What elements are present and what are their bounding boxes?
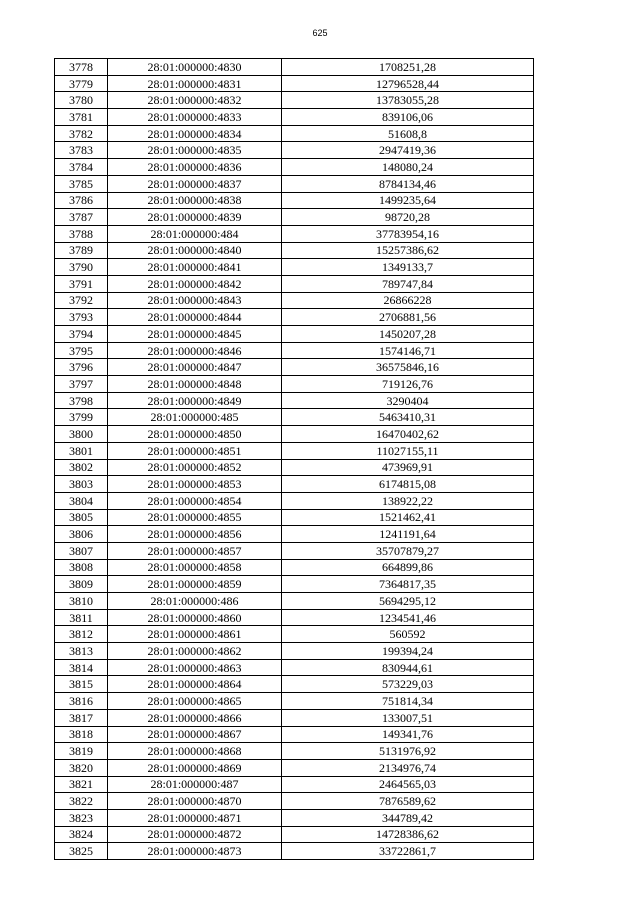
cadastral-number-cell: 28:01:000000:4855 xyxy=(108,509,282,526)
value-cell: 5131976,92 xyxy=(282,743,534,760)
table-row xyxy=(55,242,534,259)
row-number-cell: 3791 xyxy=(55,275,108,292)
cadastral-number-cell: 28:01:000000:4864 xyxy=(108,676,282,693)
cadastral-number-cell: 28:01:000000:487 xyxy=(108,776,282,793)
value-cell: 6174815,08 xyxy=(282,476,534,493)
table-row xyxy=(55,576,534,593)
value-cell: 1708251,28 xyxy=(282,59,534,76)
cadastral-number-cell: 28:01:000000:4856 xyxy=(108,526,282,543)
table-row xyxy=(55,259,534,276)
value-cell: 719126,76 xyxy=(282,376,534,393)
row-number-cell: 3813 xyxy=(55,643,108,660)
value-cell: 16470402,62 xyxy=(282,426,534,443)
table-row xyxy=(55,275,534,292)
table-row xyxy=(55,442,534,459)
cadastral-number-cell: 28:01:000000:4835 xyxy=(108,142,282,159)
cadastral-number-cell: 28:01:000000:4871 xyxy=(108,809,282,826)
table-row xyxy=(55,326,534,343)
row-number-cell: 3821 xyxy=(55,776,108,793)
table-row xyxy=(55,426,534,443)
table-row xyxy=(55,809,534,826)
cadastral-number-cell: 28:01:000000:4848 xyxy=(108,376,282,393)
table-row xyxy=(55,676,534,693)
value-cell: 1241191,64 xyxy=(282,526,534,543)
value-cell: 1574146,71 xyxy=(282,342,534,359)
row-number-cell: 3786 xyxy=(55,192,108,209)
value-cell: 5463410,31 xyxy=(282,409,534,426)
cadastral-number-cell: 28:01:000000:4870 xyxy=(108,793,282,810)
value-cell: 15257386,62 xyxy=(282,242,534,259)
table-row xyxy=(55,743,534,760)
table-row xyxy=(55,125,534,142)
row-number-cell: 3796 xyxy=(55,359,108,376)
row-number-cell: 3816 xyxy=(55,693,108,710)
cadastral-number-cell: 28:01:000000:4832 xyxy=(108,92,282,109)
row-number-cell: 3812 xyxy=(55,626,108,643)
cadastral-number-cell: 28:01:000000:4869 xyxy=(108,759,282,776)
row-number-cell: 3817 xyxy=(55,709,108,726)
cadastral-number-cell: 28:01:000000:4843 xyxy=(108,292,282,309)
row-number-cell: 3799 xyxy=(55,409,108,426)
value-cell: 26866228 xyxy=(282,292,534,309)
value-cell: 664899,86 xyxy=(282,559,534,576)
cadastral-number-cell: 28:01:000000:4859 xyxy=(108,576,282,593)
cadastral-number-cell: 28:01:000000:4830 xyxy=(108,59,282,76)
row-number-cell: 3806 xyxy=(55,526,108,543)
table-row xyxy=(55,609,534,626)
cadastral-number-cell: 28:01:000000:4872 xyxy=(108,826,282,843)
table-row xyxy=(55,476,534,493)
row-number-cell: 3824 xyxy=(55,826,108,843)
row-number-cell: 3801 xyxy=(55,442,108,459)
value-cell: 839106,06 xyxy=(282,109,534,126)
table-row xyxy=(55,659,534,676)
cadastral-number-cell: 28:01:000000:4862 xyxy=(108,643,282,660)
row-number-cell: 3785 xyxy=(55,175,108,192)
row-number-cell: 3778 xyxy=(55,59,108,76)
cadastral-number-cell: 28:01:000000:4840 xyxy=(108,242,282,259)
table-body xyxy=(55,59,534,860)
value-cell: 3290404 xyxy=(282,392,534,409)
value-cell: 5694295,12 xyxy=(282,593,534,610)
row-number-cell: 3788 xyxy=(55,225,108,242)
value-cell: 98720,28 xyxy=(282,209,534,226)
cadastral-number-cell: 28:01:000000:4834 xyxy=(108,125,282,142)
table-row xyxy=(55,159,534,176)
table-row xyxy=(55,209,534,226)
cadastral-number-cell: 28:01:000000:4844 xyxy=(108,309,282,326)
table-row xyxy=(55,342,534,359)
row-number-cell: 3780 xyxy=(55,92,108,109)
value-cell: 1499235,64 xyxy=(282,192,534,209)
value-cell: 138922,22 xyxy=(282,492,534,509)
value-cell: 2134976,74 xyxy=(282,759,534,776)
cadastral-number-cell: 28:01:000000:4849 xyxy=(108,392,282,409)
row-number-cell: 3818 xyxy=(55,726,108,743)
table-row xyxy=(55,175,534,192)
table-row xyxy=(55,142,534,159)
cadastral-number-cell: 28:01:000000:4857 xyxy=(108,542,282,559)
row-number-cell: 3810 xyxy=(55,593,108,610)
value-cell: 35707879,27 xyxy=(282,542,534,559)
table-row xyxy=(55,559,534,576)
table-row xyxy=(55,292,534,309)
cadastral-number-cell: 28:01:000000:4868 xyxy=(108,743,282,760)
row-number-cell: 3797 xyxy=(55,376,108,393)
row-number-cell: 3802 xyxy=(55,459,108,476)
cadastral-number-cell: 28:01:000000:484 xyxy=(108,225,282,242)
row-number-cell: 3815 xyxy=(55,676,108,693)
row-number-cell: 3798 xyxy=(55,392,108,409)
table-row xyxy=(55,392,534,409)
cadastral-number-cell: 28:01:000000:4851 xyxy=(108,442,282,459)
value-cell: 2464565,03 xyxy=(282,776,534,793)
value-cell: 473969,91 xyxy=(282,459,534,476)
value-cell: 1521462,41 xyxy=(282,509,534,526)
cadastral-number-cell: 28:01:000000:4845 xyxy=(108,326,282,343)
value-cell: 751814,34 xyxy=(282,693,534,710)
value-cell: 344789,42 xyxy=(282,809,534,826)
cadastral-number-cell: 28:01:000000:4854 xyxy=(108,492,282,509)
value-cell: 12796528,44 xyxy=(282,75,534,92)
cadastral-number-cell: 28:01:000000:4850 xyxy=(108,426,282,443)
table-row xyxy=(55,793,534,810)
cadastral-number-cell: 28:01:000000:4842 xyxy=(108,275,282,292)
value-cell: 199394,24 xyxy=(282,643,534,660)
page-number: 625 xyxy=(312,28,328,38)
value-cell: 36575846,16 xyxy=(282,359,534,376)
value-cell: 7364817,35 xyxy=(282,576,534,593)
row-number-cell: 3789 xyxy=(55,242,108,259)
value-cell: 789747,84 xyxy=(282,275,534,292)
row-number-cell: 3790 xyxy=(55,259,108,276)
row-number-cell: 3794 xyxy=(55,326,108,343)
data-table xyxy=(54,58,534,860)
table-row xyxy=(55,192,534,209)
table-row xyxy=(55,92,534,109)
row-number-cell: 3795 xyxy=(55,342,108,359)
row-number-cell: 3800 xyxy=(55,426,108,443)
table-row xyxy=(55,726,534,743)
cadastral-number-cell: 28:01:000000:4841 xyxy=(108,259,282,276)
cadastral-number-cell: 28:01:000000:4863 xyxy=(108,659,282,676)
row-number-cell: 3825 xyxy=(55,843,108,860)
table-row xyxy=(55,459,534,476)
value-cell: 11027155,11 xyxy=(282,442,534,459)
cadastral-number-cell: 28:01:000000:4833 xyxy=(108,109,282,126)
row-number-cell: 3819 xyxy=(55,743,108,760)
value-cell: 1349133,7 xyxy=(282,259,534,276)
table-row xyxy=(55,109,534,126)
table-row xyxy=(55,826,534,843)
row-number-cell: 3822 xyxy=(55,793,108,810)
table-row xyxy=(55,843,534,860)
cadastral-number-cell: 28:01:000000:4873 xyxy=(108,843,282,860)
table-row xyxy=(55,376,534,393)
row-number-cell: 3803 xyxy=(55,476,108,493)
row-number-cell: 3820 xyxy=(55,759,108,776)
table-row xyxy=(55,359,534,376)
table-row xyxy=(55,759,534,776)
cadastral-number-cell: 28:01:000000:4846 xyxy=(108,342,282,359)
table-row xyxy=(55,309,534,326)
row-number-cell: 3809 xyxy=(55,576,108,593)
cadastral-number-cell: 28:01:000000:4866 xyxy=(108,709,282,726)
value-cell: 149341,76 xyxy=(282,726,534,743)
cadastral-number-cell: 28:01:000000:4853 xyxy=(108,476,282,493)
cadastral-number-cell: 28:01:000000:4858 xyxy=(108,559,282,576)
table-row xyxy=(55,776,534,793)
cadastral-number-cell: 28:01:000000:4861 xyxy=(108,626,282,643)
row-number-cell: 3792 xyxy=(55,292,108,309)
row-number-cell: 3787 xyxy=(55,209,108,226)
value-cell: 133007,51 xyxy=(282,709,534,726)
value-cell: 148080,24 xyxy=(282,159,534,176)
cadastral-number-cell: 28:01:000000:4847 xyxy=(108,359,282,376)
table-row xyxy=(55,59,534,76)
cadastral-number-cell: 28:01:000000:4839 xyxy=(108,209,282,226)
cadastral-number-cell: 28:01:000000:4860 xyxy=(108,609,282,626)
value-cell: 1450207,28 xyxy=(282,326,534,343)
cadastral-number-cell: 28:01:000000:485 xyxy=(108,409,282,426)
cadastral-number-cell: 28:01:000000:4852 xyxy=(108,459,282,476)
table-row xyxy=(55,409,534,426)
row-number-cell: 3805 xyxy=(55,509,108,526)
value-cell: 8784134,46 xyxy=(282,175,534,192)
value-cell: 51608,8 xyxy=(282,125,534,142)
value-cell: 13783055,28 xyxy=(282,92,534,109)
row-number-cell: 3808 xyxy=(55,559,108,576)
table-row xyxy=(55,709,534,726)
row-number-cell: 3807 xyxy=(55,542,108,559)
cadastral-number-cell: 28:01:000000:4867 xyxy=(108,726,282,743)
value-cell: 2947419,36 xyxy=(282,142,534,159)
row-number-cell: 3804 xyxy=(55,492,108,509)
table-row xyxy=(55,225,534,242)
value-cell: 560592 xyxy=(282,626,534,643)
value-cell: 37783954,16 xyxy=(282,225,534,242)
value-cell: 33722861,7 xyxy=(282,843,534,860)
cadastral-number-cell: 28:01:000000:4838 xyxy=(108,192,282,209)
cadastral-number-cell: 28:01:000000:4831 xyxy=(108,75,282,92)
table-row xyxy=(55,593,534,610)
cadastral-number-cell: 28:01:000000:4837 xyxy=(108,175,282,192)
cadastral-number-cell: 28:01:000000:4836 xyxy=(108,159,282,176)
table-row xyxy=(55,509,534,526)
row-number-cell: 3823 xyxy=(55,809,108,826)
row-number-cell: 3781 xyxy=(55,109,108,126)
cadastral-number-cell: 28:01:000000:4865 xyxy=(108,693,282,710)
table-row xyxy=(55,75,534,92)
row-number-cell: 3814 xyxy=(55,659,108,676)
value-cell: 14728386,62 xyxy=(282,826,534,843)
row-number-cell: 3782 xyxy=(55,125,108,142)
value-cell: 1234541,46 xyxy=(282,609,534,626)
row-number-cell: 3779 xyxy=(55,75,108,92)
value-cell: 2706881,56 xyxy=(282,309,534,326)
row-number-cell: 3811 xyxy=(55,609,108,626)
table-row xyxy=(55,693,534,710)
table-row xyxy=(55,626,534,643)
table-row xyxy=(55,526,534,543)
table-row xyxy=(55,492,534,509)
value-cell: 830944,61 xyxy=(282,659,534,676)
value-cell: 573229,03 xyxy=(282,676,534,693)
table-row xyxy=(55,643,534,660)
table-row xyxy=(55,542,534,559)
row-number-cell: 3783 xyxy=(55,142,108,159)
row-number-cell: 3793 xyxy=(55,309,108,326)
value-cell: 7876589,62 xyxy=(282,793,534,810)
cadastral-number-cell: 28:01:000000:486 xyxy=(108,593,282,610)
row-number-cell: 3784 xyxy=(55,159,108,176)
